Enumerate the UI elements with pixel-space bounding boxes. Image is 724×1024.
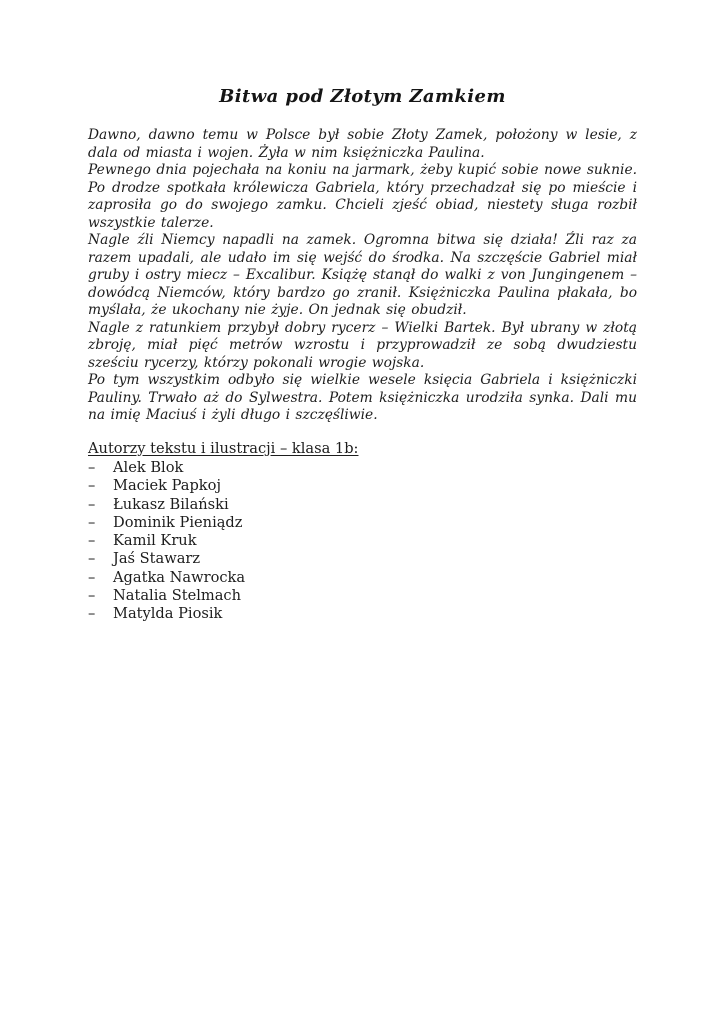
list-dash-bullet: –	[88, 587, 96, 605]
author-name: Maciek Papkoj	[113, 477, 221, 495]
list-dash-bullet: –	[88, 568, 96, 586]
author-name: Łukasz Bilański	[113, 495, 229, 513]
author-list-item	[88, 605, 637, 623]
list-dash-bullet: –	[88, 477, 96, 495]
authors-heading: Autorzy tekstu i ilustracji – klasa 1b:	[88, 439, 359, 457]
author-list-item	[88, 532, 637, 550]
author-list-item	[88, 477, 637, 495]
story-paragraph: Dawno, dawno temu w Polsce był sobie Złoty Zamek, położony w lesie, z dala od miasta i wojen. Żyła w nim księżniczka Paulina.	[88, 127, 637, 161]
story-paragraph: Nagle źli Niemcy napadli na zamek. Ogromna bitwa się działa! Źli raz za razem upadali, ale udało im się wejść do środka. Na szczęście Gabriel miał gruby i ostry miecz – Excalibur. Książę stanął do walki z von Jungingenem – dowódcą Niemców, który bardzo go zranił. Księżniczka Paulina płakała, bo myślała, że ukochany nie żyje. On jednak się obudził.	[88, 232, 637, 318]
author-list-item	[88, 514, 637, 532]
author-list-item	[88, 550, 637, 568]
story-paragraph: Nagle z ratunkiem przybył dobry rycerz – Wielki Bartek. Był ubrany w złotą zbroję, miał pięć metrów wzrostu i przyprowadził ze sobą dwudziestu sześciu rycerzy, którzy pokonali wrogie wojska.	[88, 319, 637, 371]
story-paragraph: Po tym wszystkim odbyło się wielkie wesele księcia Gabriela i księżniczki Pauliny. Trwało aż do Sylwestra. Potem księżniczka urodziła synka. Dali mu na imię Maciuś i żyli długo i szczęśliwie.	[88, 372, 637, 423]
author-name: Agatka Nawrocka	[113, 568, 246, 586]
author-name: Natalia Stelmach	[113, 587, 241, 605]
list-dash-bullet: –	[88, 605, 96, 623]
author-list-item	[88, 569, 637, 587]
author-name: Matylda Piosik	[113, 605, 223, 623]
document-title: Bitwa pod Złotym Zamkiem	[219, 86, 506, 107]
author-list-item	[88, 587, 637, 605]
author-name: Kamil Kruk	[113, 532, 197, 550]
author-name: Alek Blok	[113, 459, 184, 476]
list-dash-bullet: –	[88, 550, 96, 568]
author-list-item	[88, 496, 637, 514]
author-list-item	[88, 459, 637, 477]
story-paragraph: Pewnego dnia pojechała na koniu na jarmark, żeby kupić sobie nowe suknie. Po drodze spotkała królewicza Gabriela, który przechadzał się po mieście i zaprosiła go do swojego zamku. Chcieli zjeść obiad, niestety sługa rozbił wszystkie talerze.	[88, 162, 637, 231]
author-name: Dominik Pieniądz	[113, 513, 243, 531]
list-dash-bullet: –	[88, 459, 96, 476]
list-dash-bullet: –	[88, 513, 96, 531]
story-text	[88, 127, 637, 425]
list-dash-bullet: –	[88, 495, 96, 513]
author-name: Jaś Stawarz	[113, 550, 201, 568]
authors-list	[88, 459, 637, 624]
list-dash-bullet: –	[88, 532, 96, 550]
